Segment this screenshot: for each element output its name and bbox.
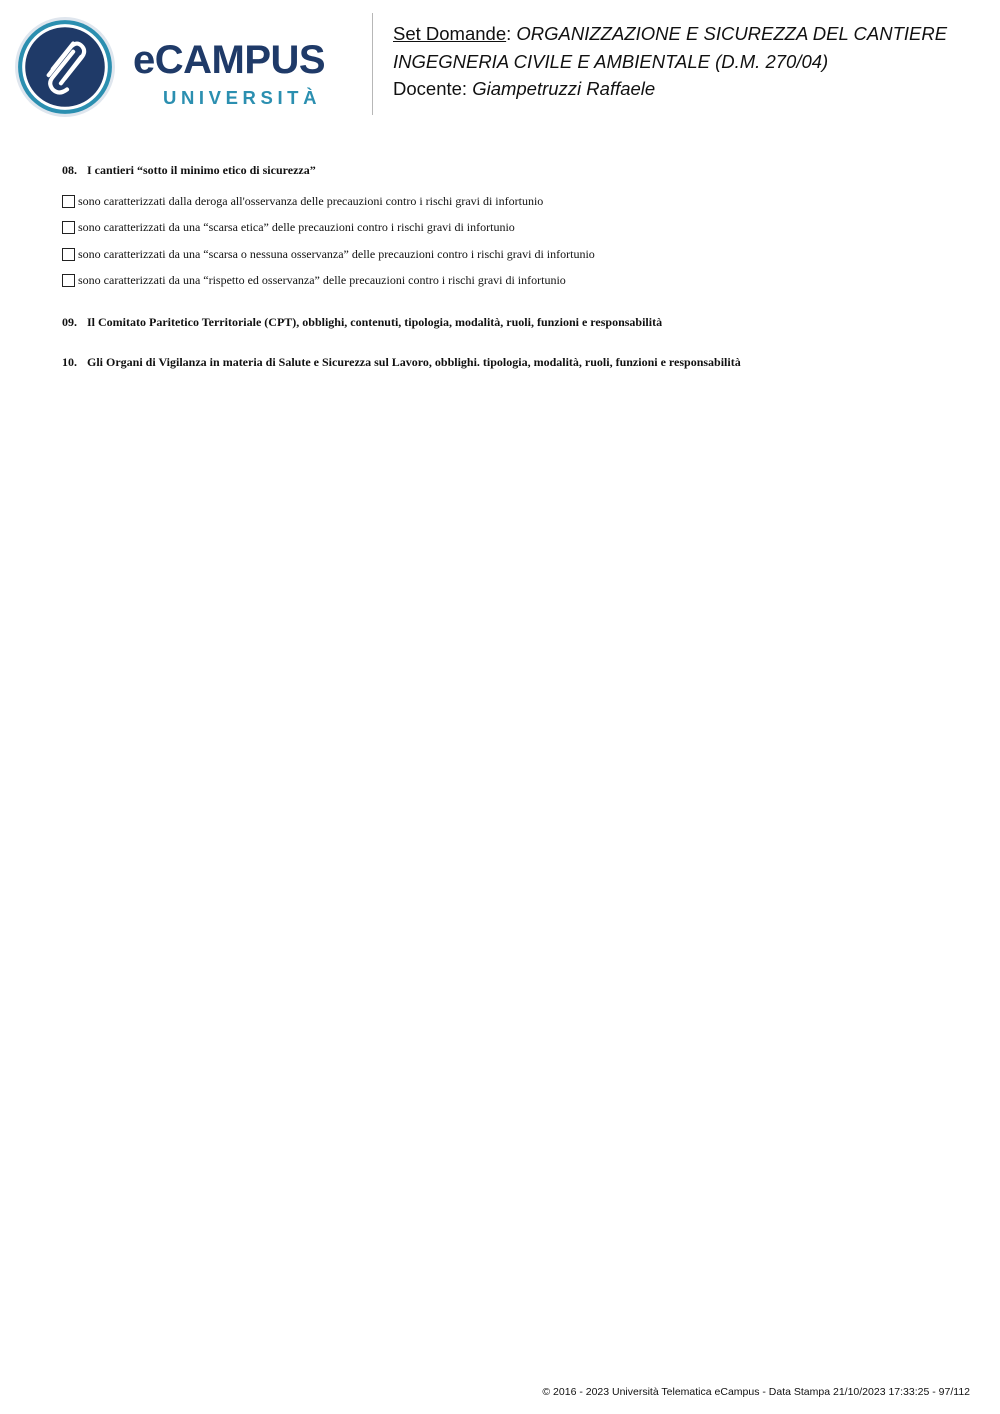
course-title: ORGANIZZAZIONE E SICUREZZA DEL CANTIERE bbox=[516, 23, 948, 44]
answer-option bbox=[62, 268, 962, 295]
answer-text: sono caratterizzati dalla deroga all'osservanza delle precauzioni contro i rischi gravi di infortunio bbox=[78, 193, 544, 208]
question-number: 09. bbox=[62, 315, 77, 329]
teacher-line bbox=[393, 75, 947, 103]
question-number: 08. bbox=[62, 163, 77, 177]
header-divider bbox=[372, 13, 373, 115]
answer-option bbox=[62, 188, 962, 215]
question-list bbox=[62, 162, 962, 370]
answer-checkbox[interactable] bbox=[62, 248, 75, 261]
header-info bbox=[393, 20, 947, 103]
question-08 bbox=[62, 162, 962, 294]
answer-text: sono caratterizzati da una “scarsa etica” delle precauzioni contro i rischi gravi di infortunio bbox=[78, 220, 515, 235]
answer-option bbox=[62, 241, 962, 268]
course-line bbox=[393, 20, 947, 48]
answer-checkbox[interactable] bbox=[62, 221, 75, 234]
ecampus-seal-logo bbox=[14, 16, 116, 118]
page-header bbox=[0, 0, 1000, 130]
set-separator: : bbox=[506, 23, 512, 44]
question-10 bbox=[62, 354, 962, 370]
question-09 bbox=[62, 314, 962, 330]
page-footer: © 2016 - 2023 Università Telematica eCampus - Data Stampa 21/10/2023 17:33:25 - 97/112 bbox=[542, 1386, 970, 1398]
answer-text: sono caratterizzati da una “rispetto ed osservanza” delle precauzioni contro i rischi gravi di infortunio bbox=[78, 273, 566, 288]
teacher-name: Giampetruzzi Raffaele bbox=[472, 78, 656, 99]
answer-text: sono caratterizzati da una “scarsa o nessuna osservanza” delle precauzioni contro i rischi gravi di infortunio bbox=[78, 246, 595, 261]
answer-options bbox=[62, 188, 962, 294]
degree-name: INGEGNERIA CIVILE E AMBIENTALE (D.M. 270/04) bbox=[393, 50, 829, 72]
question-text: Gli Organi di Vigilanza in materia di Salute e Sicurezza sul Lavoro, obblighi. tipologia, modalità, ruoli, funzioni e responsabilità bbox=[87, 355, 741, 369]
answer-option bbox=[62, 215, 962, 242]
question-number: 10. bbox=[62, 355, 77, 369]
set-label: Set Domande bbox=[393, 23, 507, 44]
brand-subtitle: UNIVERSITÀ bbox=[163, 87, 322, 108]
question-text: I cantieri “sotto il minimo etico di sicurezza” bbox=[87, 163, 316, 177]
teacher-label: Docente: bbox=[393, 78, 468, 99]
question-text: Il Comitato Paritetico Territoriale (CPT), obblighi, contenuti, tipologia, modalità, ruoli, funzioni e responsabilità bbox=[87, 315, 663, 329]
answer-checkbox[interactable] bbox=[62, 274, 75, 287]
answer-checkbox[interactable] bbox=[62, 195, 75, 208]
question-title bbox=[62, 162, 962, 178]
ecampus-logo bbox=[133, 40, 358, 114]
brand-name: eCAMPUS bbox=[133, 38, 326, 82]
